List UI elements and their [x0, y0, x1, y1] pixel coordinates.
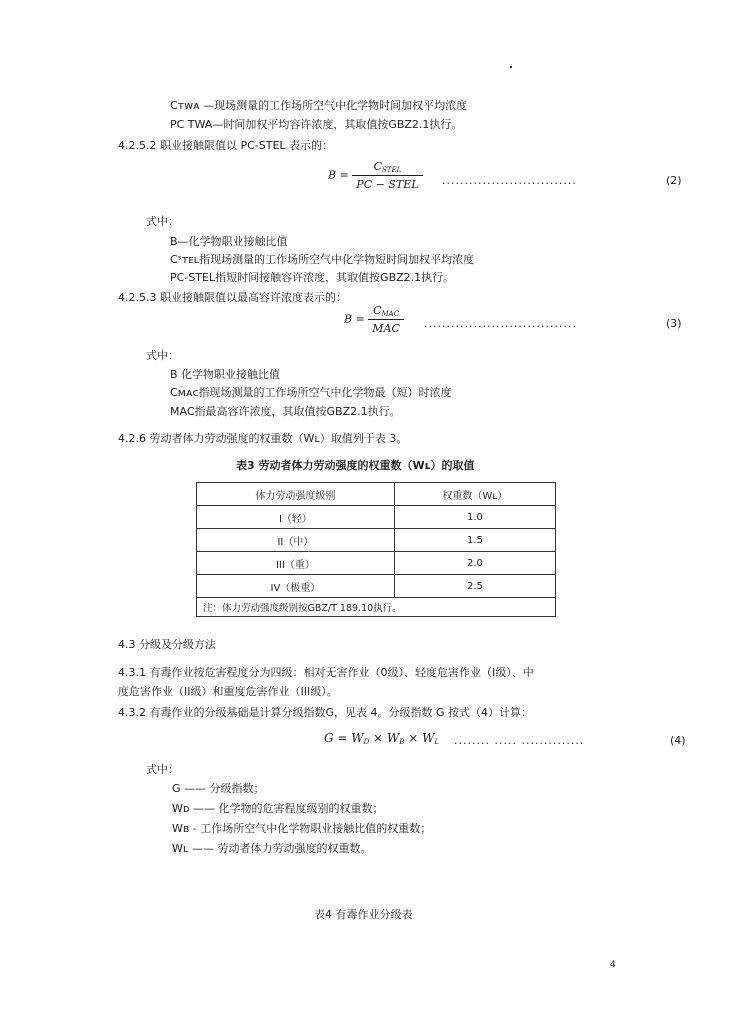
formula-3-leader: ..................................	[424, 317, 577, 330]
where-label-1: 式中：	[146, 215, 179, 228]
table-3-header-weight: 权重数（Wʟ）	[394, 483, 555, 506]
formula-3	[344, 304, 404, 335]
formula-4-part-1: G = W	[324, 731, 364, 745]
formula-4-sub-b: B	[399, 738, 405, 746]
formula-4-part-3: × W	[404, 731, 435, 745]
formula-3-number: (3)	[666, 317, 682, 330]
formula-3-num: C	[373, 304, 382, 317]
formula-3-fraction	[368, 304, 404, 335]
table-3-header	[197, 483, 556, 506]
def-b-2: B 化学物职业接触比值	[170, 368, 281, 381]
table-cell-level: II（中）	[197, 529, 395, 552]
formula-2-fraction	[352, 160, 422, 191]
formula-3-lhs: B =	[344, 312, 365, 326]
definition-pc-twa: PC TWA—时间加权平均容许浓度，其取值按GBZ2.1执行。	[170, 118, 463, 131]
def-cstel: Cˢᴛᴇʟ指现场测量的工作场所空气中化学物短时间加权平均浓度	[170, 253, 475, 266]
table-3	[196, 482, 556, 617]
where-label-2: 式中：	[146, 349, 179, 362]
table-3-note: 注：体力劳动强度级别按GBZ/T 189.10执行。	[197, 598, 556, 617]
formula-3-num-sub: MAC	[381, 310, 400, 318]
formula-2-leader: ..............................	[442, 174, 577, 187]
section-4-3-1-line1: 4.3.1 有毒作业按危害程度分为四级：相对无害作业（0级）、轻度危害作业（I级）、中	[118, 666, 534, 679]
formula-2-num: C	[373, 160, 383, 173]
formula-3-den: MAC	[372, 322, 400, 335]
table-cell-weight: 1.0	[394, 506, 555, 529]
table-3-note-row	[197, 598, 556, 617]
def-wb: Wʙ - 工作场所空气中化学物职业接触比值的权重数；	[172, 822, 432, 835]
def-mac: MAC指最高容许浓度，其取值按GBZ2.1执行。	[170, 405, 401, 418]
section-4-3-1-line2: 度危害作业（II级）和重度危害作业（III级）。	[118, 685, 338, 698]
def-g: G —— 分级指数；	[172, 782, 265, 795]
section-4-2-5-2: 4.2.5.2 职业接触限值以 PC-STEL 表示的：	[118, 139, 334, 152]
def-cmac: Cᴍᴀᴄ指现场测量的工作场所空气中化学物最（短）时浓度	[170, 386, 452, 399]
stray-dot	[510, 66, 512, 68]
def-wd: Wᴅ —— 化学物的危害程度级别的权重数；	[172, 802, 384, 815]
table-row	[197, 552, 556, 575]
formula-4-sub-d: D	[363, 738, 370, 746]
table-3-caption: 表3 劳动者体力劳动强度的权重数（Wʟ）的取值	[236, 459, 475, 472]
page-number: 4	[610, 960, 616, 970]
formula-4	[324, 731, 439, 746]
table-cell-weight: 1.5	[394, 529, 555, 552]
formula-2-number: (2)	[666, 174, 682, 187]
table-cell-weight: 2.5	[394, 575, 555, 598]
formula-2-lhs: B =	[328, 168, 349, 182]
table-cell-level: I（轻）	[197, 506, 395, 529]
table-row	[197, 575, 556, 598]
section-4-3: 4.3 分级及分级方法	[118, 638, 216, 651]
formula-4-sub-l: L	[434, 738, 440, 746]
table-4-caption: 表4 有毒作业分级表	[314, 908, 413, 921]
table-3-header-level: 体力劳动强度级别	[197, 483, 395, 506]
table-row	[197, 506, 556, 529]
table-cell-weight: 2.0	[394, 552, 555, 575]
definition-ctwa: Cᴛᴡᴀ —现场测量的工作场所空气中化学物时间加权平均浓度	[170, 99, 468, 112]
def-wl: Wʟ —— 劳动者体力劳动强度的权重数。	[172, 842, 372, 855]
formula-2	[328, 160, 423, 191]
formula-4-part-2: × W	[369, 731, 400, 745]
def-b-1: B—化学物职业接触比值	[170, 235, 288, 248]
table-cell-level: III（重）	[197, 552, 395, 575]
where-label-3: 式中：	[146, 763, 179, 776]
formula-2-den: PC − STEL	[356, 178, 419, 191]
def-pc-stel: PC-STEL指短时间接触容许浓度，其取值按GBZ2.1执行。	[170, 271, 455, 284]
formula-4-leader: ........ ..... ..............	[454, 734, 585, 747]
formula-4-number: (4)	[670, 734, 686, 747]
section-4-2-6: 4.2.6 劳动者体力劳动强度的权重数（Wʟ）取值列于表 3。	[118, 432, 408, 445]
section-4-3-2: 4.3.2 有毒作业的分级基础是计算分级指数G，见表 4。分级指数 G 按式（4）计算：	[118, 706, 533, 719]
table-row	[197, 529, 556, 552]
formula-2-num-sub: STEL	[382, 166, 402, 174]
section-4-2-5-3: 4.2.5.3 职业接触限值以最高容许浓度表示的：	[118, 291, 347, 304]
table-cell-level: IV（极重）	[197, 575, 395, 598]
